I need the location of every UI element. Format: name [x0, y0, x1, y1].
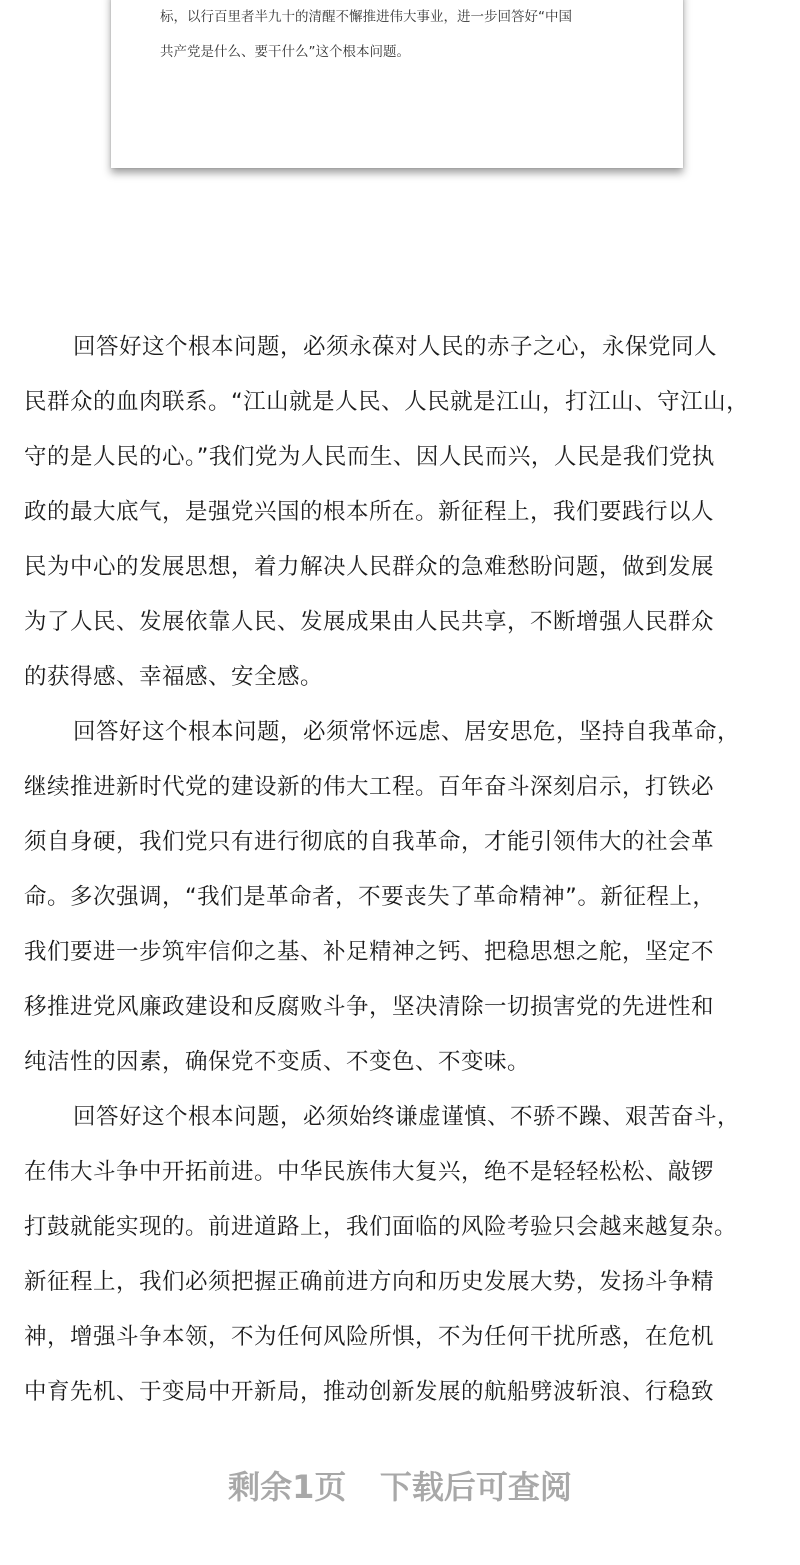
text-line: 的获得感、幸福感、安全感。 [24, 664, 324, 690]
text-line: 民为中心的发展思想，着力解决人民群众的急难愁盼问题，做到发展 [24, 554, 715, 580]
text-line: 民群众的血肉联系。“江山就是人民、人民就是江山，打江山、守江山， [24, 389, 750, 415]
text-line: 移推进党风廉政建设和反腐败斗争，坚决清除一切损害党的先进性和 [24, 994, 715, 1020]
text-line: 须自身硬，我们党只有进行彻底的自我革命，才能引领伟大的社会革 [24, 829, 715, 855]
text-line: 回答好这个根本问题，必须常怀远虑、居安思危，坚持自我革命， [73, 719, 741, 745]
remaining-pages-banner[interactable]: 剩余1页 下载后可查阅 [228, 1468, 572, 1506]
preview-line: 标，以行百里者半九十的清醒不懈推进伟大事业，进一步回答好“中国 [160, 9, 572, 25]
preview-text [160, 0, 660, 70]
article-body [24, 320, 774, 1420]
text-line: 为了人民、发展依靠人民、发展成果由人民共享，不断增强人民群众 [24, 609, 715, 635]
document-preview-card [111, 0, 683, 168]
text-line: 我们要进一步筑牢信仰之基、补足精神之钙、把稳思想之舵，坚定不 [24, 939, 715, 965]
text-line: 纯洁性的因素，确保党不变质、不变色、不变味。 [24, 1049, 531, 1075]
text-line: 命。多次强调，“我们是革命者，不要丧失了革命精神”。新征程上， [24, 884, 716, 910]
text-line: 回答好这个根本问题，必须始终谦虚谨慎、不骄不躁、艰苦奋斗， [73, 1104, 741, 1130]
text-line: 政的最大底气，是强党兴国的根本所在。新征程上，我们要践行以人 [24, 499, 715, 525]
text-line: 回答好这个根本问题，必须永葆对人民的赤子之心，永保党同人 [73, 334, 718, 360]
text-line: 神，增强斗争本领，不为任何风险所惧，不为任何干扰所惑，在危机 [24, 1324, 715, 1350]
paragraph-3 [24, 1090, 774, 1420]
text-line: 在伟大斗争中开拓前进。中华民族伟大复兴，绝不是轻轻松松、敲锣 [24, 1159, 715, 1185]
text-line: 继续推进新时代党的建设新的伟大工程。百年奋斗深刻启示，打铁必 [24, 774, 715, 800]
text-line: 新征程上，我们必须把握正确前进方向和历史发展大势，发扬斗争精 [24, 1269, 715, 1295]
text-line: 打鼓就能实现的。前进道路上，我们面临的风险考验只会越来越复杂。 [24, 1214, 738, 1240]
preview-line: 共产党是什么、要干什么”这个根本问题。 [160, 44, 410, 60]
text-line: 守的是人民的心。”我们党为人民而生、因人民而兴，人民是我们党执 [24, 444, 715, 470]
text-line: 中育先机、于变局中开新局，推动创新发展的航船劈波斩浪、行稳致 [24, 1379, 715, 1405]
paragraph-2 [24, 705, 774, 1090]
paragraph-1 [24, 320, 774, 705]
